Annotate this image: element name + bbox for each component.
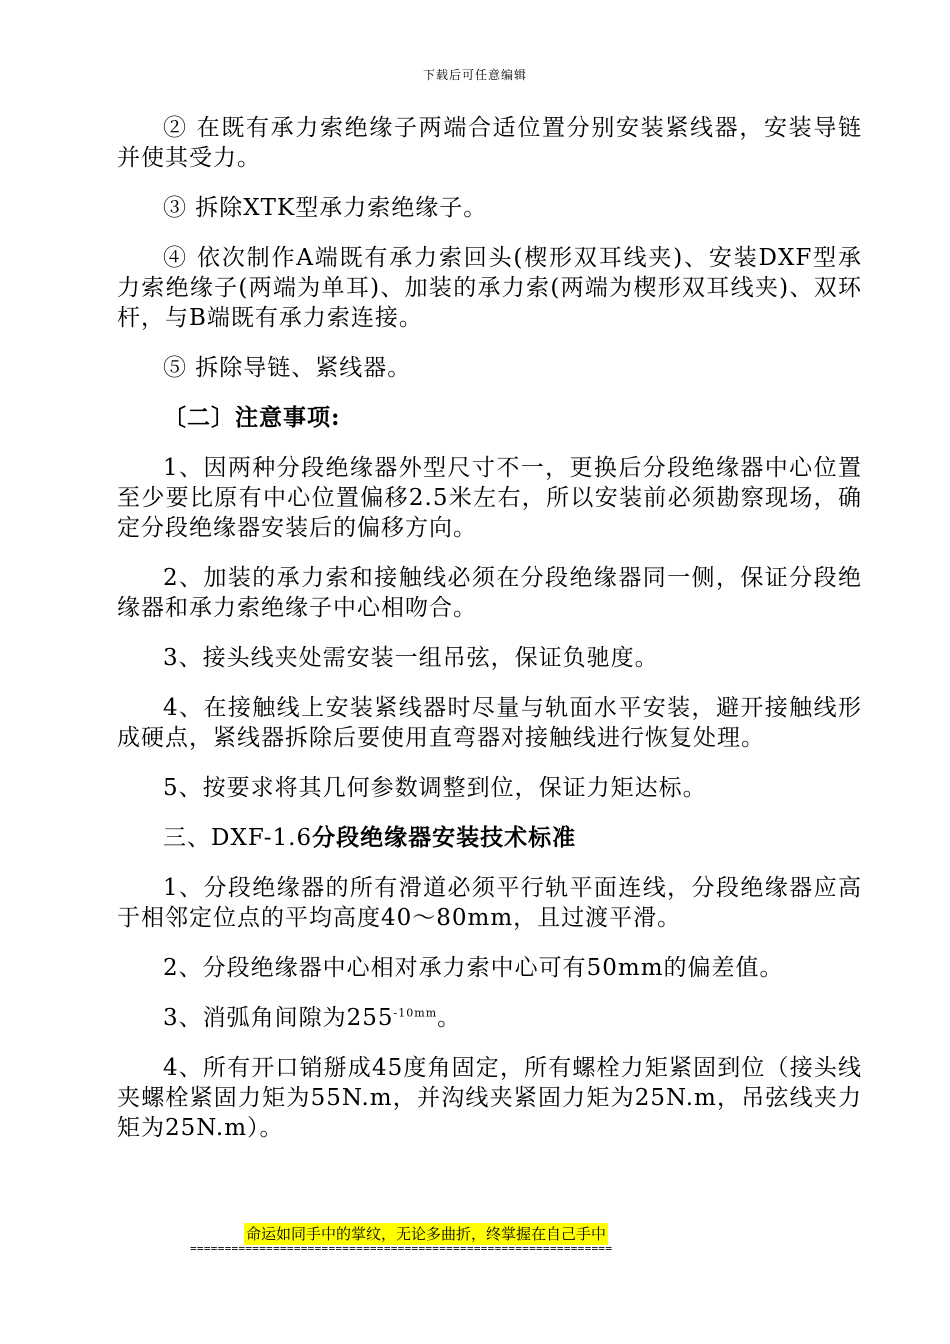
page-header-note: 下载后可任意编辑 [422,68,527,82]
step-5-paragraph: ⑤ 拆除导链、紧线器。 [163,355,412,381]
footer-divider: ============================================================= [190,1242,613,1255]
section-notes-heading: 〔二〕注意事项: [163,404,341,431]
document-body [117,113,862,1163]
section-standards-title: 分段绝缘器安装技术标准 [312,824,577,851]
note-item-3: 3、接头线夹处需安装一组吊弦，保证负驰度。 [163,645,659,671]
step-4-paragraph: ④ 依次制作A端既有承力索回头(楔形双耳线夹)、安装DXF型承力索绝缘子(两端为单耳)、加装的承力索(两端为楔形双耳线夹)、双环杆，与B端既有承力索连接。 [117,245,862,331]
standard-item-1: 1、分段绝缘器的所有滑道必须平行轨平面连线，分段绝缘器应高于相邻定位点的平均高度40～80mm，且过渡平滑。 [117,875,862,931]
footer-motto: 命运如同手中的掌纹，无论多曲折，终掌握在自己手中 [246,1225,607,1243]
step-3-paragraph: ③ 拆除XTK型承力索绝缘子。 [163,195,488,221]
step-2-paragraph: ② 在既有承力索绝缘子两端合适位置分别安装紧线器，安装导链并使其受力。 [117,115,862,171]
note-item-1: 1、因两种分段绝缘器外型尺寸不一，更换后分段绝缘器中心位置至少要比原有中心位置偏移2.5米左右，所以安装前必须勘察现场，确定分段绝缘器安装后的偏移方向。 [117,455,862,541]
standard-item-3 [117,1003,862,1033]
standard-item-3-text: 3、消弧角间隙为255 [163,1005,394,1031]
section-standards-prefix: 三、DXF-1.6 [163,825,313,851]
note-item-2: 2、加装的承力索和接触线必须在分段绝缘器同一侧，保证分段绝缘器和承力索绝缘子中心相吻合。 [117,565,862,621]
standard-item-3-tolerance: -10mm [393,1006,438,1020]
section-standards-heading [117,823,862,853]
note-item-5: 5、按要求将其几何参数调整到位，保证力矩达标。 [163,775,707,801]
standard-item-4: 4、所有开口销掰成45度角固定，所有螺栓力矩紧固到位（接头线夹螺栓紧固力矩为55N.m，并沟线夹紧固力矩为25N.m，吊弦线夹力矩为25N.m）。 [117,1055,862,1141]
standard-item-3-end: 。 [437,1005,462,1031]
standard-item-2: 2、分段绝缘器中心相对承力索中心可有50mm的偏差值。 [163,955,784,981]
note-item-4: 4、在接触线上安装紧线器时尽量与轨面水平安装，避开接触线形成硬点，紧线器拆除后要使用直弯器对接触线进行恢复处理。 [117,695,862,751]
